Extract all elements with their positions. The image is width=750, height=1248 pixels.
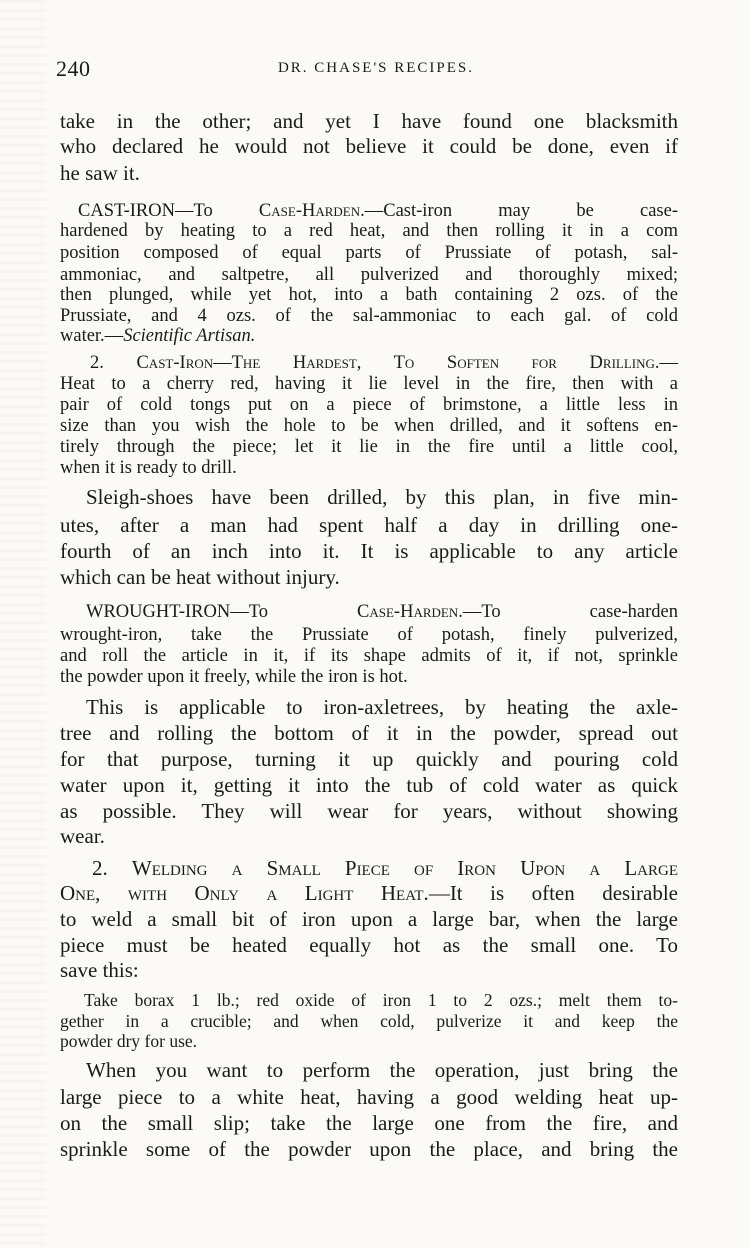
- recipe-heading-line: [92, 858, 678, 879]
- text-line: when it is ready to drill.: [60, 458, 237, 478]
- text-line: position composed of equal parts of Prussiate of potash, sal-: [60, 243, 678, 263]
- text-line: large piece to a white heat, having a good welding heat up-: [60, 1085, 678, 1109]
- recipe-title: One, with Only a Light Heat.: [60, 881, 429, 905]
- text-line: When you want to perform the operation, just bring the: [86, 1058, 678, 1082]
- recipe-number: 2.: [92, 856, 132, 880]
- recipe-heading-line: [60, 883, 678, 904]
- text-line: wrought-iron, take the Prussiate of potash, finely pulverized,: [60, 625, 678, 645]
- text-line: size than you wish the hole to be when drilled, and it softens en-: [60, 416, 678, 436]
- text-line: powder dry for use.: [60, 1031, 198, 1051]
- page-number: 240: [56, 56, 91, 81]
- text-line: utes, after a man had spent half a day in drilling one-: [60, 513, 678, 537]
- recipe-number: 2.: [90, 353, 137, 373]
- text-line: for that purpose, turning it up quickly and pouring cold: [60, 747, 678, 771]
- recipe-heading-line: [86, 603, 678, 622]
- text-line: save this:: [60, 958, 139, 982]
- page-header: [56, 56, 696, 84]
- text-line: sprinkle some of the powder upon the place, and bring the: [60, 1137, 678, 1161]
- text-line: [60, 327, 678, 346]
- text-line: and roll the article in it, if its shape admits of it, if not, sprinkle: [60, 646, 678, 666]
- text-line: tree and rolling the bottom of it in the powder, spread out: [60, 721, 678, 745]
- text-line: fourth of an inch into it. It is applicable to any article: [60, 539, 678, 563]
- text-line: as possible. They will wear for years, without showing: [60, 799, 678, 823]
- text-span: —Cast-iron may be case-: [364, 201, 678, 221]
- text-line: the powder upon it freely, while the iron is hot.: [60, 667, 408, 687]
- text-line: on the small slip; take the large one from the fire, and: [60, 1111, 678, 1135]
- recipe-title: Welding a Small Piece of Iron Upon a Large: [131, 856, 679, 880]
- recipe-subtitle: Case-Harden.: [357, 602, 463, 622]
- text-line: water upon it, getting it into the tub of cold water as quick: [60, 773, 678, 797]
- recipe-heading-line: [78, 202, 678, 221]
- running-head: DR. CHASE'S RECIPES.: [277, 60, 475, 76]
- text-line: wear.: [60, 824, 105, 848]
- text-line: Heat to a cherry red, having it lie level in the fire, then with a: [60, 374, 678, 394]
- text-line: Take borax 1 lb.; red oxide of iron 1 to 2 ozs.; melt them to-: [84, 990, 678, 1010]
- source-citation: Scientific Artisan.: [123, 326, 256, 346]
- text-span: water.—: [60, 326, 124, 346]
- text-line: pair of cold tongs put on a piece of brimstone, a little less in: [60, 395, 678, 415]
- text-line: Sleigh-shoes have been drilled, by this plan, in five min-: [86, 485, 678, 509]
- text-line: which can be heat without injury.: [60, 565, 340, 589]
- text-span: —It is often desirable: [428, 881, 679, 905]
- text-line: he saw it.: [60, 161, 140, 185]
- text-line: then plunged, while yet hot, into a bath containing 2 ozs. of the: [60, 285, 678, 305]
- recipe-title: CAST-IRON—To: [78, 201, 259, 221]
- recipe-title: Cast-Iron—The Hardest, To Soften for Drilling.: [136, 353, 660, 373]
- text-line: Prussiate, and 4 ozs. of the sal-ammoniac to each gal. of cold: [60, 306, 678, 326]
- text-span: —To case-harden: [462, 602, 678, 622]
- text-line: hardened by heating to a red heat, and then rolling it in a com: [60, 221, 678, 241]
- text-span: —: [659, 353, 679, 373]
- recipe-heading-line: [90, 354, 678, 373]
- text-line: This is applicable to iron-axletrees, by heating the axle-: [86, 695, 678, 719]
- text-line: who declared he would not believe it could be done, even if: [60, 134, 678, 158]
- text-line: ammoniac, and saltpetre, all pulverized and thoroughly mixed;: [60, 265, 678, 285]
- text-line: to weld a small bit of iron upon a large bar, when the large: [60, 907, 678, 931]
- text-line: piece must be heated equally hot as the small one. To: [60, 933, 678, 957]
- recipe-subtitle: Case-Harden.: [258, 201, 365, 221]
- page-edge-speckle: [0, 0, 46, 1248]
- text-line: tirely through the piece; let it lie in the fire until a little cool,: [60, 437, 678, 457]
- text-line: take in the other; and yet I have found one blacksmith: [60, 109, 678, 133]
- recipe-title: WROUGHT-IRON—To: [86, 602, 358, 622]
- text-line: gether in a crucible; and when cold, pulverize it and keep the: [60, 1011, 678, 1031]
